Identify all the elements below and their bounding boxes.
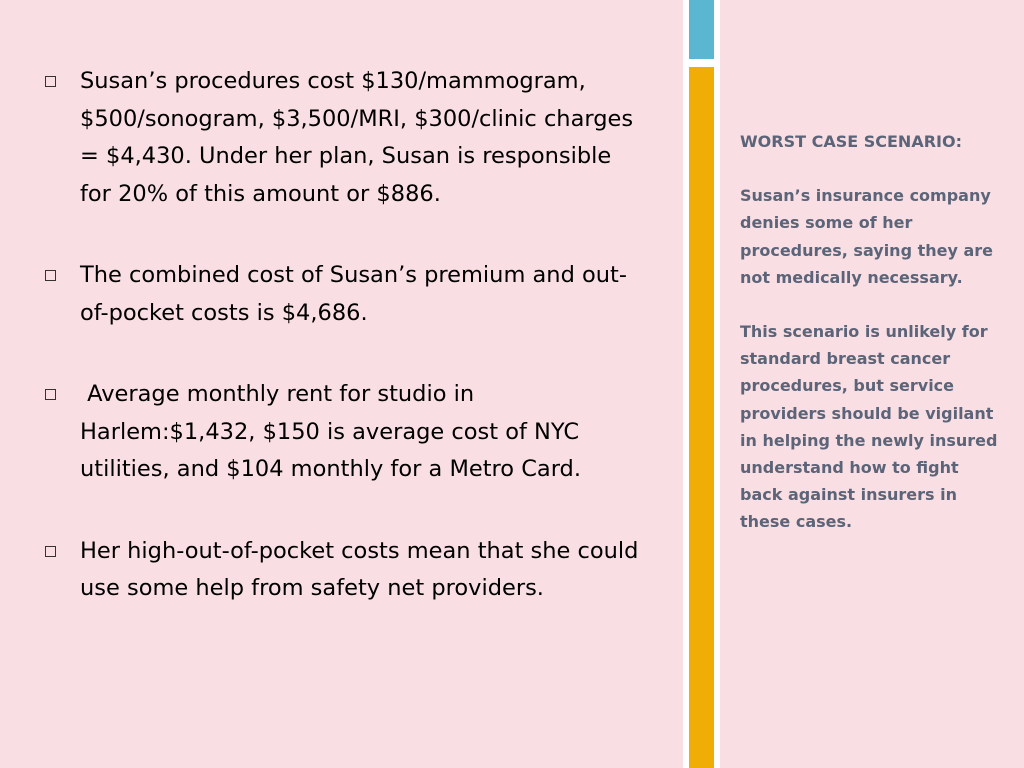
side-paragraph-denial: Susan’s insurance company denies some of her procedures, saying they are not medically necessary. [740, 186, 994, 287]
accent-bar-blue [689, 0, 714, 59]
bullet-text: Average monthly rent for studio in Harlem:$1,432, $150 is average cost of NYC utilities, and $104 monthly for a Metro Card. [80, 381, 587, 482]
bullet-text: Susan’s procedures cost $130/mammogram, $500/sonogram, $3,500/MRI, $300/clinic charges = $4,430. Under her plan, Susan is responsible for 20% of this amount or $886. [80, 68, 634, 207]
square-bullet-icon [45, 389, 56, 400]
bullet-item-rent [40, 376, 640, 489]
side-heading: WORST CASE SCENARIO: [740, 132, 962, 151]
side-paragraph-unlikely: This scenario is unlikely for standard breast cancer procedures, but service providers should be vigilant in helping the newly insured understand how to fight back against insurers in these cases. [740, 322, 998, 532]
square-bullet-icon [45, 270, 56, 281]
bullet-item-combined-cost [40, 257, 640, 332]
accent-bar-gold [689, 67, 714, 768]
bullet-list [40, 63, 640, 652]
square-bullet-icon [45, 76, 56, 87]
bullet-item-procedures [40, 63, 640, 213]
side-panel [740, 128, 1000, 563]
bullet-text: Her high-out-of-pocket costs mean that she could use some help from safety net providers. [80, 537, 639, 601]
bullet-item-safety-net [40, 533, 640, 608]
bullet-text: The combined cost of Susan’s premium and out-of-pocket costs is $4,686. [80, 262, 627, 326]
square-bullet-icon [45, 546, 56, 557]
